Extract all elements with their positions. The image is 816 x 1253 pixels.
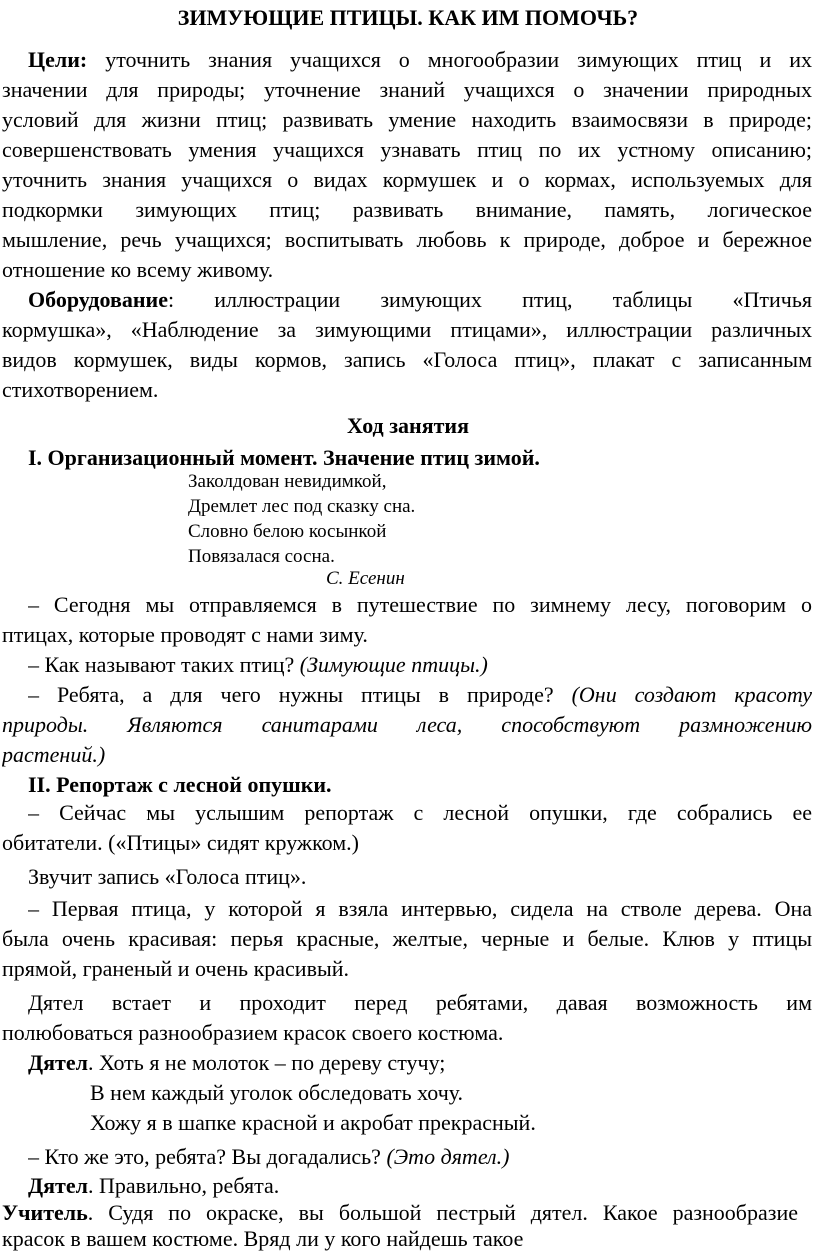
- verse-line: Хожу я в шапке красной и акробат прекрасный.: [90, 1110, 536, 1135]
- answer-line: природы. Являются санитарами леса, способствуют размножению: [2, 712, 812, 737]
- goals-line: значении для природы; уточнение знаний учащихся о значении природных: [2, 77, 812, 102]
- paragraph-line: была очень красивая: перья красные, желтые, черные и белые. Клюв у птицы: [2, 926, 812, 951]
- paragraph-line: Звучит запись «Голоса птиц».: [28, 864, 307, 889]
- section2-heading: II. Репортаж с лесной опушки.: [28, 772, 332, 797]
- paragraph-line: прямой, граненый и очень красивый.: [2, 956, 350, 981]
- equipment-line: стихотворением.: [2, 377, 159, 402]
- question-line: – Ребята, а для чего нужны птицы в природе? (Они создают красоту: [28, 682, 812, 707]
- poem-author: С. Есенин: [326, 568, 405, 589]
- woodpecker-reply-line: Дятел. Правильно, ребята.: [28, 1173, 280, 1198]
- paragraph-line: обитатели. («Птицы» сидят кружком.): [2, 830, 360, 855]
- goals-line: Цели: уточнить знания учащихся о многообразии зимующих птиц и их: [28, 47, 812, 72]
- poem-line: Заколдован невидимкой,: [188, 471, 387, 492]
- speaker-label: Дятел: [28, 1173, 88, 1198]
- paragraph-line: полюбоваться разнообразием красок своего костюма.: [2, 1020, 504, 1045]
- paragraph-line: – Сегодня мы отправляемся в путешествие по зимнему лесу, поговорим о: [28, 592, 812, 617]
- goals-line: мышление, речь учащихся; воспитывать любовь к природе, доброе и бережное: [2, 227, 812, 252]
- speaker-label: Учитель: [2, 1200, 88, 1225]
- answer-line: растений.): [2, 742, 106, 767]
- equipment-line: кормушка», «Наблюдение за зимующими птицами», иллюстрации различных: [2, 317, 812, 342]
- teacher-line: красок в вашем костюме. Вряд ли у кого найдешь такое: [2, 1226, 524, 1251]
- woodpecker-line: Дятел. Хоть я не молоток – по дереву стучу;: [28, 1050, 446, 1075]
- answer-text: (Они создают красоту: [571, 682, 812, 707]
- equipment-line: Оборудование: иллюстрации зимующих птиц, таблицы «Птичья: [28, 287, 812, 312]
- goals-label: Цели:: [28, 47, 88, 72]
- paragraph-line: – Первая птица, у которой я взяла интервью, сидела на стволе дерева. Она: [28, 896, 812, 921]
- goals-line: совершенствовать умения учащихся узнавать птиц по их устному описанию;: [2, 137, 812, 162]
- question-line: – Кто же это, ребята? Вы догадались? (Это дятел.): [28, 1144, 510, 1169]
- question-line: – Как называют таких птиц? (Зимующие птицы.): [28, 652, 488, 677]
- equipment-label: Оборудование: [28, 287, 168, 312]
- answer-text: (Это дятел.): [386, 1144, 510, 1169]
- poem-line: Дремлет лес под сказку сна.: [188, 496, 416, 517]
- lesson-heading: Ход занятия: [346, 413, 469, 438]
- poem-line: Словно белою косынкой: [188, 521, 387, 542]
- teacher-line: Учитель. Судя по окраске, вы большой пестрый дятел. Какое разнообразие: [2, 1200, 798, 1225]
- answer-text: (Зимующие птицы.): [299, 652, 488, 677]
- verse-line: В нем каждый уголок обследовать хочу.: [90, 1080, 464, 1105]
- page-title: ЗИМУЮЩИЕ ПТИЦЫ. КАК ИМ ПОМОЧЬ?: [177, 5, 639, 30]
- paragraph-line: птицах, которые проводят с нами зиму.: [2, 622, 368, 647]
- paragraph-line: Дятел встает и проходит перед ребятами, давая возможность им: [28, 990, 812, 1015]
- goals-line: подкормки зимующих птиц; развивать внимание, память, логическое: [2, 197, 812, 222]
- speaker-label: Дятел: [28, 1050, 88, 1075]
- goals-line: условий для жизни птиц; развивать умение находить взаимосвязи в природе;: [2, 107, 812, 132]
- goals-line: отношение ко всему живому.: [2, 257, 274, 282]
- goals-line: уточнить знания учащихся о видах кормушек и о кормах, используемых для: [2, 167, 812, 192]
- paragraph-line: – Сейчас мы услышим репортаж с лесной опушки, где собрались ее: [28, 800, 812, 825]
- section1-heading: I. Организационный момент. Значение птиц зимой.: [28, 445, 540, 470]
- equipment-line: видов кормушек, виды кормов, запись «Голоса птиц», плакат с записанным: [2, 347, 812, 372]
- poem-line: Повязалася сосна.: [188, 546, 335, 567]
